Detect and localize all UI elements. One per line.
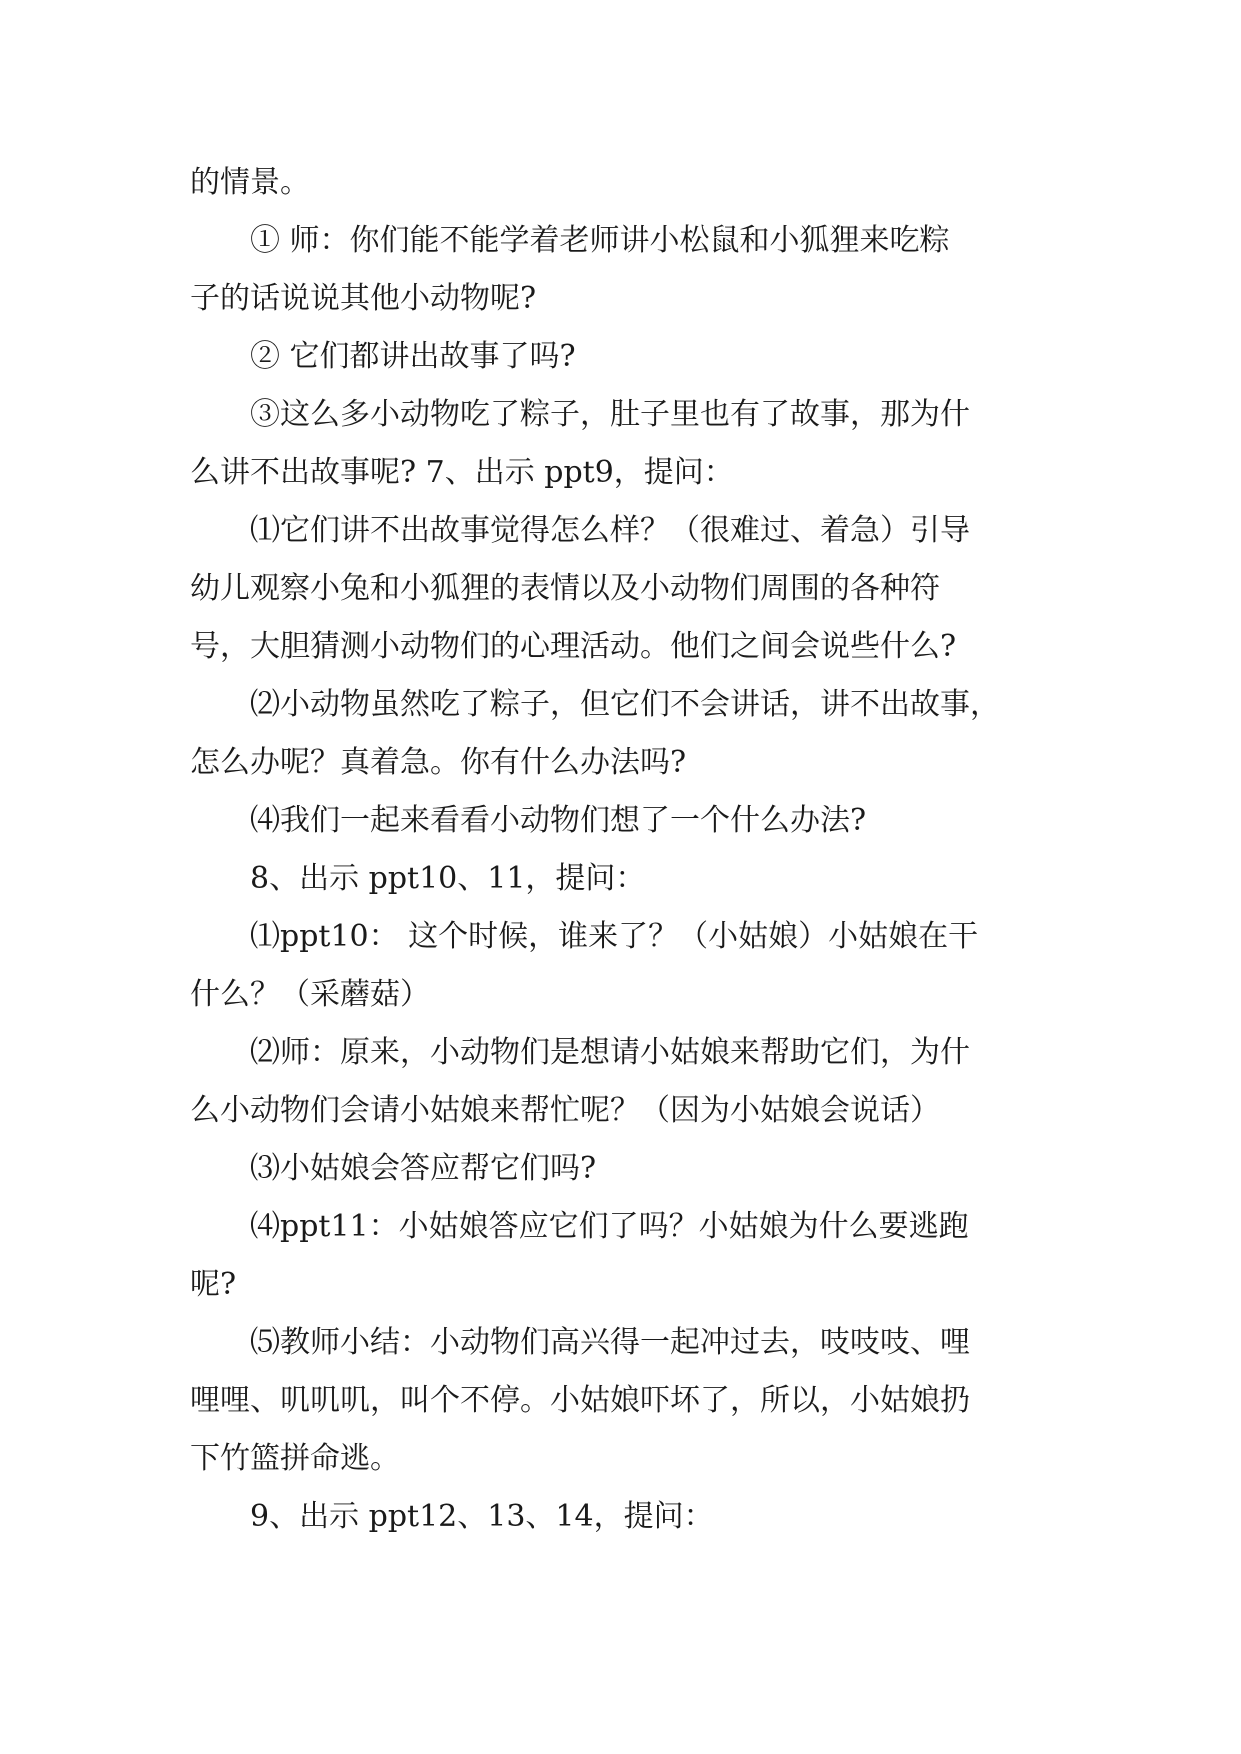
text-line: 怎么办呢？真着急。你有什么办法吗? — [190, 745, 687, 780]
text-line: ② 它们都讲出故事了吗? — [250, 339, 576, 374]
text-line: 什么？（采蘑菇） — [190, 977, 430, 1012]
text-line: 么小动物们会请小姑娘来帮忙呢？（因为小姑娘会说话） — [190, 1093, 940, 1128]
text-line: 哩哩、叽叽叽，叫个不停。小姑娘吓坏了，所以，小姑娘扔 — [190, 1383, 970, 1418]
text-line: ⑵师：原来，小动物们是想请小姑娘来帮助它们，为什 — [250, 1035, 970, 1070]
text-line: 么讲不出故事呢? 7、出示 ppt9，提问： — [190, 455, 734, 490]
text-line: ⑷我们一起来看看小动物们想了一个什么办法? — [250, 803, 867, 838]
text-line: 子的话说说其他小动物呢? — [190, 281, 537, 316]
text-line: 8、出示 ppt10、11，提问： — [250, 861, 646, 896]
text-line: ⑶小姑娘会答应帮它们吗? — [250, 1151, 597, 1186]
text-line: ⑸教师小结：小动物们高兴得一起冲过去，吱吱吱、哩 — [250, 1325, 970, 1360]
text-line: ① 师：你们能不能学着老师讲小松鼠和小狐狸来吃粽 — [250, 223, 950, 258]
text-line: 呢? — [190, 1267, 237, 1302]
text-line: 下竹篮拼命逃。 — [190, 1441, 400, 1476]
text-line: 号，大胆猜测小动物们的心理活动。他们之间会说些什么? — [190, 629, 957, 664]
text-line: ⑴它们讲不出故事觉得怎么样？（很难过、着急）引导 — [250, 513, 970, 548]
text-line: ⑵小动物虽然吃了粽子，但它们不会讲话，讲不出故事， — [250, 687, 1000, 722]
text-line: 9、出示 ppt12、13、14，提问： — [250, 1499, 714, 1534]
text-line: ⑴ppt10： 这个时候，谁来了？（小姑娘）小姑娘在干 — [250, 919, 979, 954]
text-line: ③这么多小动物吃了粽子，肚子里也有了故事，那为什 — [250, 397, 970, 432]
text-line: 幼儿观察小兔和小狐狸的表情以及小动物们周围的各种符 — [190, 571, 940, 606]
text-line: 的情景。 — [190, 165, 310, 200]
text-line: ⑷ppt11：小姑娘答应它们了吗？小姑娘为什么要逃跑 — [250, 1209, 969, 1244]
